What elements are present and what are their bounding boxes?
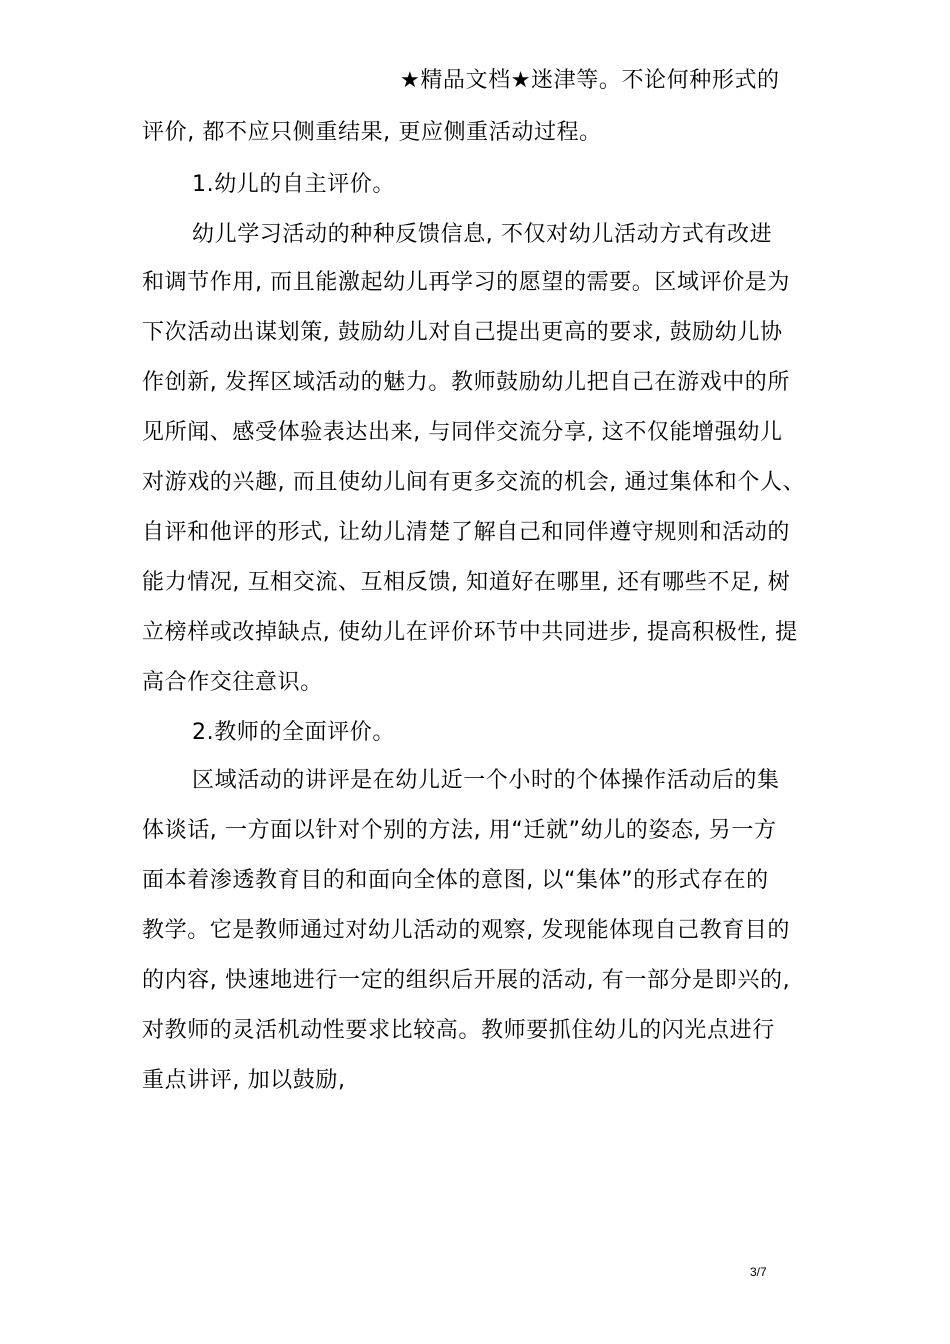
- body-line: 对教师的灵活机动性要求比较高。教师要抓住幼儿的闪光点进行: [142, 1018, 775, 1043]
- body-line: 对游戏的兴趣, 而且使幼儿间有更多交流的机会, 通过集体和个人、: [142, 470, 806, 495]
- page-number: 3/7: [750, 1265, 767, 1279]
- section-heading: 2.教师的全面评价。: [192, 720, 395, 745]
- body-line: 作创新, 发挥区域活动的魅力。教师鼓励幼儿把自己在游戏中的所: [142, 370, 790, 395]
- body-line: 教学。它是教师通过对幼儿活动的观察, 发现能体现自己教育目的: [142, 918, 790, 943]
- section-heading: 1.幼儿的自主评价。: [192, 172, 395, 197]
- body-line: 区域活动的讲评是在幼儿近一个小时的个体操作活动后的集: [192, 768, 780, 793]
- body-line: 和调节作用, 而且能激起幼儿再学习的愿望的需要。区域评价是为: [142, 270, 790, 295]
- body-line: 见所闻、感受体验表达出来, 与同伴交流分享, 这不仅能增强幼儿: [142, 420, 783, 445]
- body-line: 面本着渗透教育目的和面向全体的意图, 以“集体”的形式存在的: [142, 868, 769, 893]
- body-line: 评价, 都不应只侧重结果, 更应侧重活动过程。: [142, 120, 602, 145]
- body-line: 幼儿学习活动的种种反馈信息, 不仅对幼儿活动方式有改进: [192, 222, 773, 247]
- body-line: 下次活动出谋划策, 鼓励幼儿对自己提出更高的要求, 鼓励幼儿协: [142, 320, 783, 345]
- body-line: 的内容, 快速地进行一定的组织后开展的活动, 有一部分是即兴的,: [142, 968, 791, 993]
- body-line: 立榜样或改掉缺点, 使幼儿在评价环节中共同进步, 提高积极性, 提: [142, 620, 798, 645]
- header-banner: ★精品文档★迷津等。不论何种形式的: [400, 68, 780, 93]
- body-line: 能力情况, 互相交流、互相反馈, 知道好在哪里, 还有哪些不足, 树: [142, 570, 791, 595]
- body-line: 重点讲评, 加以鼓励,: [142, 1068, 346, 1093]
- body-line: 自评和他评的形式, 让幼儿清楚了解自己和同伴遵守规则和活动的: [142, 520, 790, 545]
- body-line: 体谈话, 一方面以针对个别的方法, 用“迁就”幼儿的姿态, 另一方: [142, 818, 777, 843]
- body-line: 高合作交往意识。: [142, 670, 323, 695]
